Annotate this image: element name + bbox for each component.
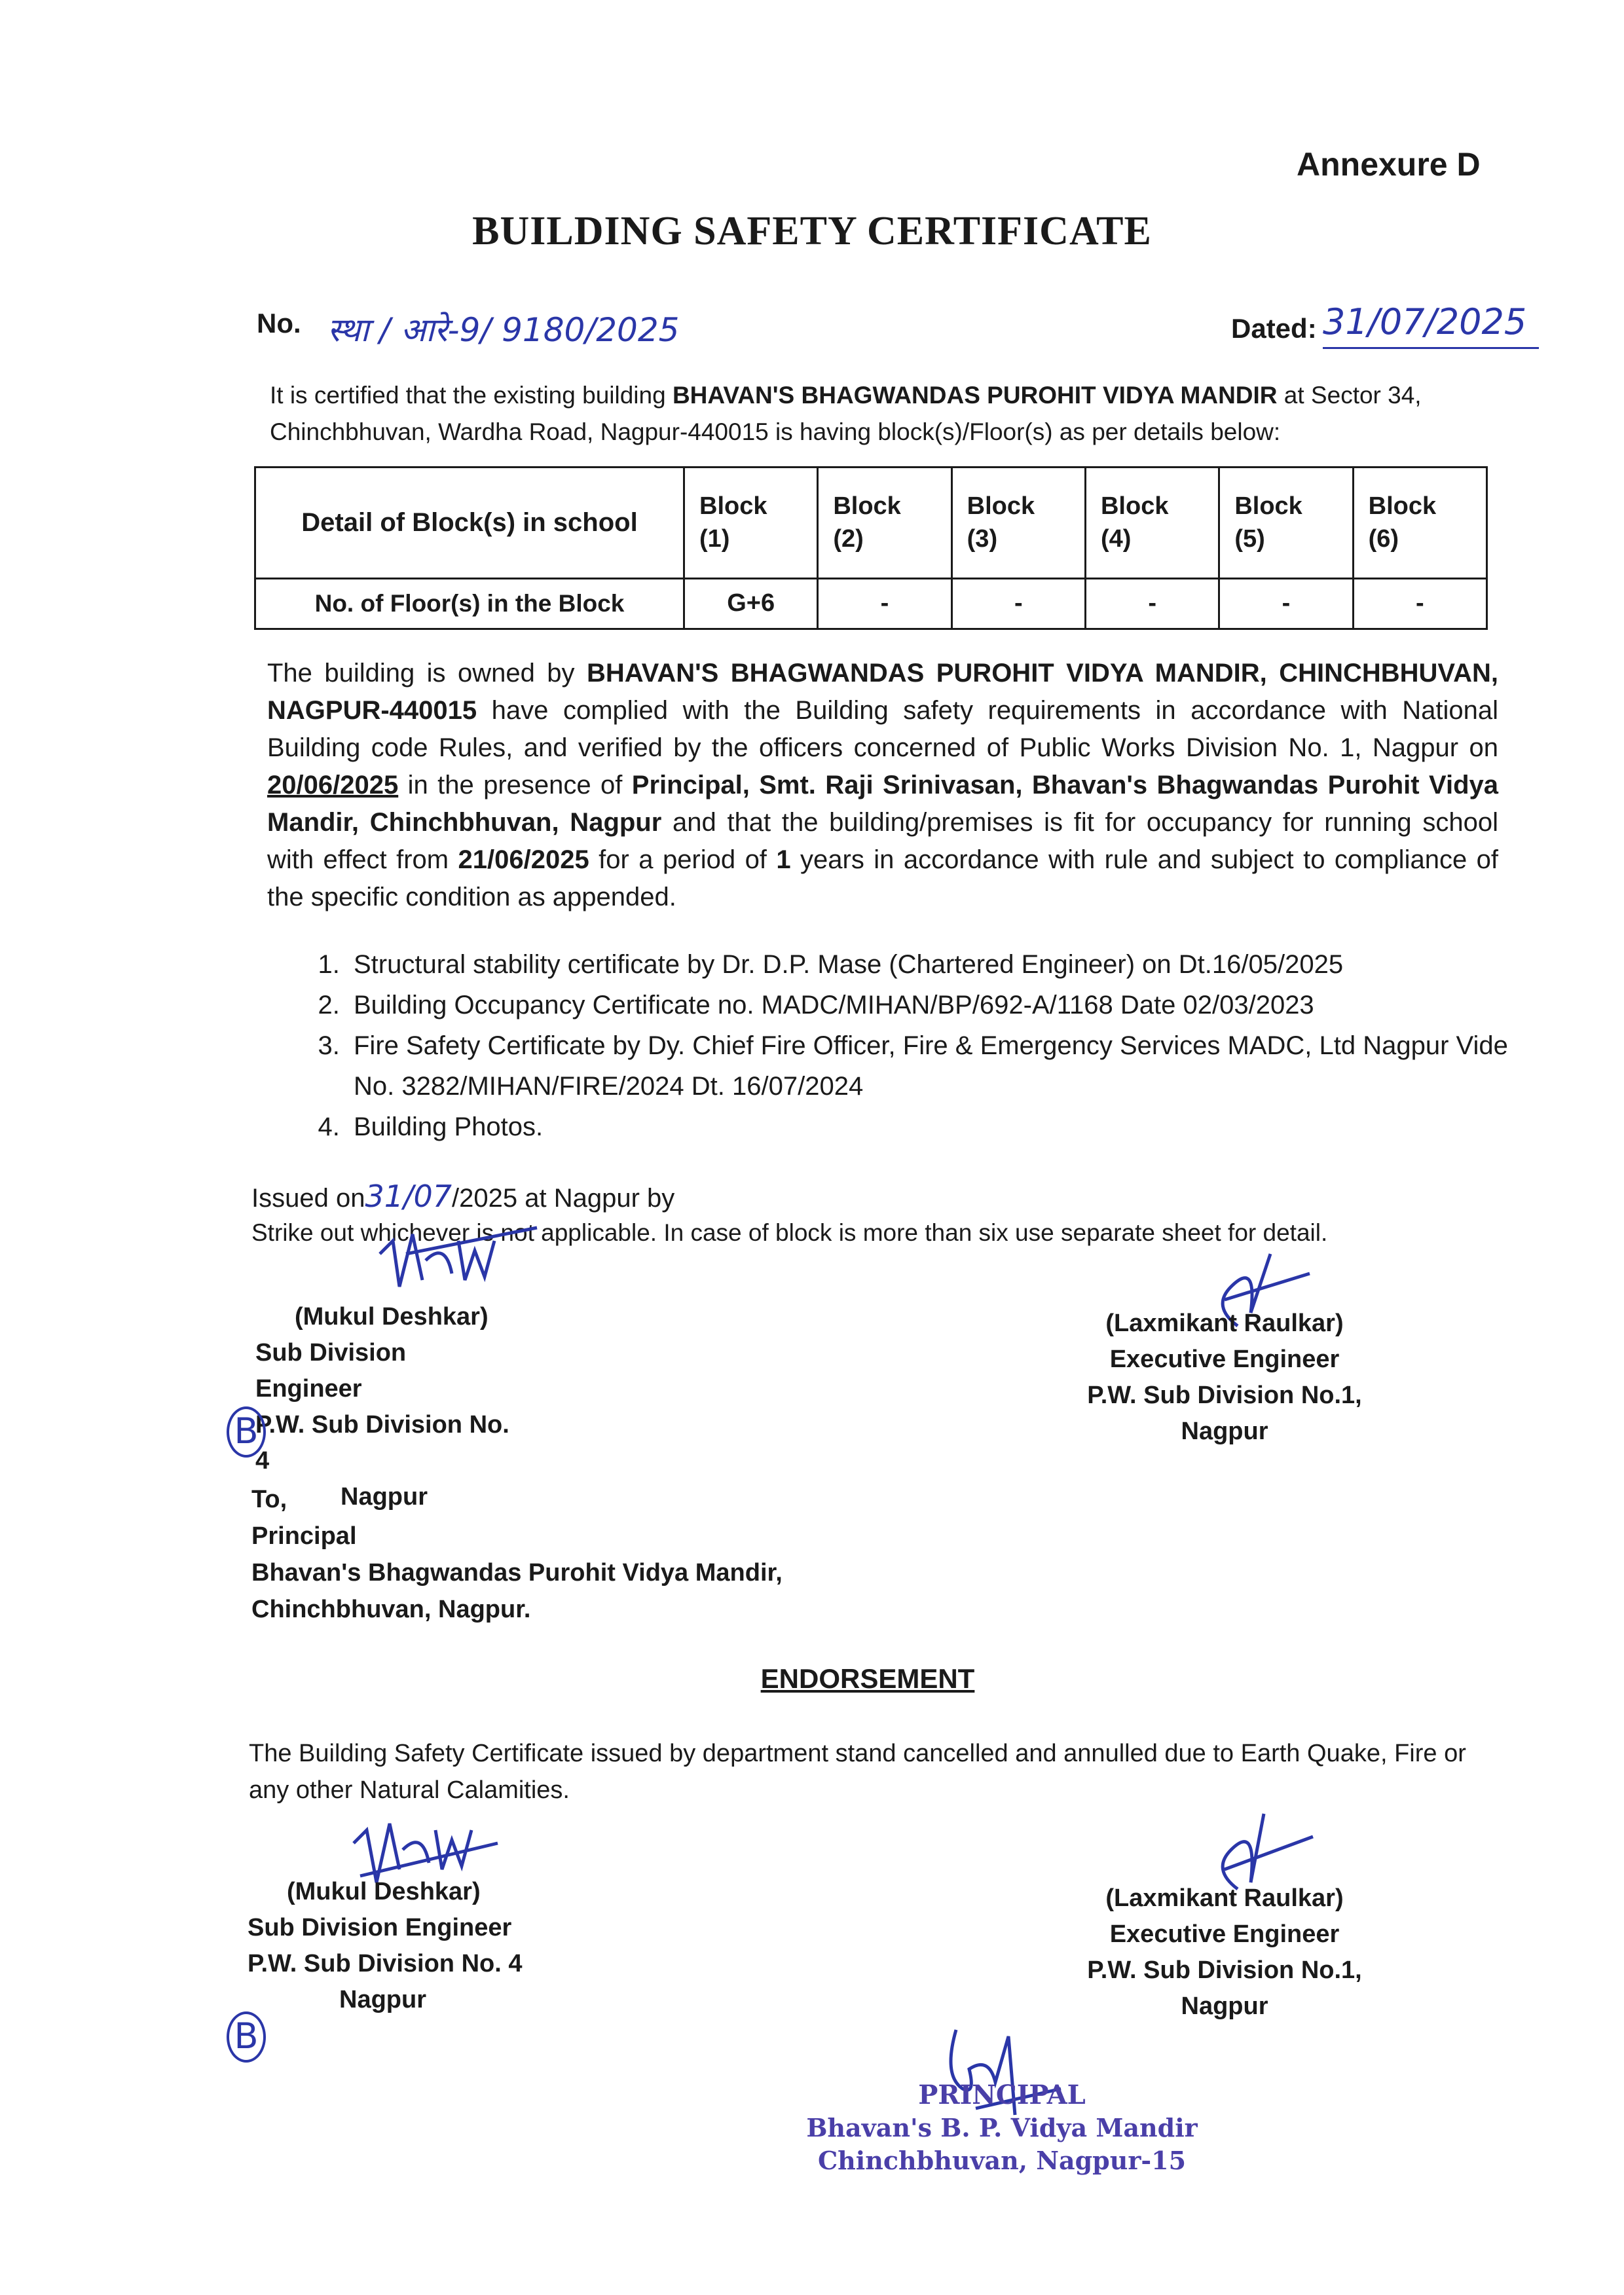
addressee-block (251, 1481, 783, 1628)
signature-left-1 (367, 1215, 563, 1306)
signatory-office: P.W. Sub Division No. 4 (255, 1411, 509, 1475)
principal-stamp (805, 2079, 1198, 2177)
signatory-city: Nagpur (341, 1483, 428, 1511)
block-2-header: Block (2) (818, 468, 951, 579)
signatory-office: P.W. Sub Division No.1, (1087, 1956, 1362, 1984)
signatory-name: (Laxmikant Raulkar) (1105, 1884, 1344, 1912)
table-row (255, 578, 1487, 629)
signatory-office: P.W. Sub Division No. 4 (248, 1950, 523, 1977)
issued-line: Issued on31/07/2025 at Nagpur by (251, 1179, 675, 1214)
initial-stamp-2: B (227, 2011, 266, 2063)
cert-number-handwritten: स्था / आरे-9/ 9180/2025 (327, 311, 680, 349)
certificate-title: BUILDING SAFETY CERTIFICATE (472, 209, 1152, 253)
dated-underline (1323, 347, 1539, 349)
signatory-designation: Sub Division Engineer (255, 1339, 407, 1403)
block-1-floors: G+6 (684, 578, 818, 629)
signatory-designation: Executive Engineer (1109, 1920, 1340, 1948)
addressee-line: Chinchbhuvan, Nagpur. (251, 1596, 531, 1623)
block-5-header: Block (5) (1219, 468, 1353, 579)
signatory-left-2 (248, 1874, 523, 2018)
initial-stamp-1: B (227, 1406, 266, 1458)
annexure-label: Annexure D (1297, 146, 1481, 183)
signatory-city: Nagpur (1181, 1418, 1268, 1445)
intro-text-pre: It is certified that the existing building (270, 382, 673, 409)
principal-presence: Principal, Smt. Raji Srinivasan, Bhavan's Bhagwandas Purohit Vidya Mandir, Chinchbhuvan, Nagpur (267, 771, 1498, 837)
list-item: 3. Fire Safety Certificate by Dy. Chief Fire Officer, Fire & Emergency Services MADC, Ltd Nagpur Vide No. 3282/MIHAN/FIRE/2024 Dt. 16/07/2024 (347, 1025, 1552, 1107)
addressee-to: To, (251, 1486, 287, 1513)
floor-count-label: No. of Floor(s) in the Block (255, 578, 684, 629)
list-item: 1. Structural stability certificate by Dr. D.P. Mase (Chartered Engineer) on Dt.16/05/2025 (347, 944, 1552, 985)
validity-years: 1 (776, 845, 791, 874)
signatory-name: (Mukul Deshkar) (287, 1878, 481, 1905)
block-5-floors: - (1219, 578, 1353, 629)
table-header-label: Detail of Block(s) in school (255, 468, 684, 579)
dated-handwritten: 31/07/2025 (1323, 301, 1527, 342)
intro-school-name: BHAVAN'S BHAGWANDAS PUROHIT VIDYA MANDIR (672, 382, 1278, 409)
conditions-list (301, 944, 1552, 1147)
block-3-header: Block (3) (951, 468, 1085, 579)
endorsement-text: The Building Safety Certificate issued by department stand cancelled and annulled due to Earth Quake, Fire or any other Natural Calamities. (249, 1740, 1466, 1804)
signatory-city: Nagpur (1181, 1992, 1268, 2020)
block-4-floors: - (1085, 578, 1219, 629)
intro-text-post: at Sector 34, Chinchbhuvan, Wardha Road, Nagpur-440015 is having block(s)/Floor(s) as per details below: (270, 382, 1422, 445)
block-3-floors: - (951, 578, 1085, 629)
verification-date: 20/06/2025 (267, 771, 399, 799)
issued-date-handwritten: 31/07 (365, 1179, 452, 1214)
list-item: 2. Building Occupancy Certificate no. MADC/MIHAN/BP/692-A/1168 Date 02/03/2023 (347, 985, 1552, 1025)
table-row (255, 468, 1487, 579)
strike-out-note: Strike out whichever is not applicable. In case of block is more than six use separate sheet for detail. (251, 1219, 1328, 1246)
signatory-designation: Executive Engineer (1109, 1346, 1340, 1373)
signatory-right-2 (1074, 1881, 1375, 2025)
effective-date: 21/06/2025 (458, 845, 589, 874)
signatory-name: (Laxmikant Raulkar) (1105, 1310, 1344, 1337)
endorsement-title: ENDORSEMENT (760, 1663, 975, 1694)
cert-number-label: No. (257, 308, 301, 339)
stamp-title: PRINCIPAL (918, 2080, 1086, 2110)
signatory-office: P.W. Sub Division No.1, (1087, 1382, 1362, 1409)
owner-name: BHAVAN'S BHAGWANDAS PUROHIT VIDYA MANDIR, CHINCHBHUVAN, NAGPUR-440015 (267, 659, 1499, 725)
list-item: 4. Building Photos. (347, 1107, 1552, 1147)
signatory-right-1 (1074, 1306, 1375, 1450)
signatory-city: Nagpur (339, 1986, 426, 2013)
stamp-address: Chinchbhuvan, Nagpur-15 (817, 2146, 1187, 2175)
signatory-name: (Mukul Deshkar) (295, 1303, 489, 1331)
block-1-header: Block (1) (684, 468, 818, 579)
signatory-designation: Sub Division Engineer (248, 1914, 512, 1941)
stamp-school: Bhavan's B. P. Vidya Mandir (806, 2113, 1198, 2142)
compliance-paragraph: The building is owned by BHAVAN'S BHAGWANDAS PUROHIT VIDYA MANDIR, CHINCHBHUVAN, NAGPUR-440015 have complied with the Building safety requirements in accordance with National Building code Rules, and verified by the officers concerned of Public Works Division No. 1, Nagpur on 20/06/2025 in the presence of Principal, Smt. Raji Srinivasan, Bhavan's Bhagwandas Purohit Vidya Mandir, Chinchbhuvan, Nagpur and that the building/premises is fit for occupancy for running school with effect from 21/06/2025 for a period of 1 years in accordance with rule and subject to compliance of the specific condition as appended. (267, 659, 1499, 911)
addressee-line: Bhavan's Bhagwandas Purohit Vidya Mandir, (251, 1559, 783, 1587)
intro-paragraph (270, 377, 1501, 450)
block-6-floors: - (1353, 578, 1486, 629)
addressee-line: Principal (251, 1522, 357, 1550)
block-4-header: Block (4) (1085, 468, 1219, 579)
block-2-floors: - (818, 578, 951, 629)
dated-label: Dated: (1231, 313, 1317, 344)
block-6-header: Block (6) (1353, 468, 1486, 579)
block-details-table (254, 466, 1488, 630)
